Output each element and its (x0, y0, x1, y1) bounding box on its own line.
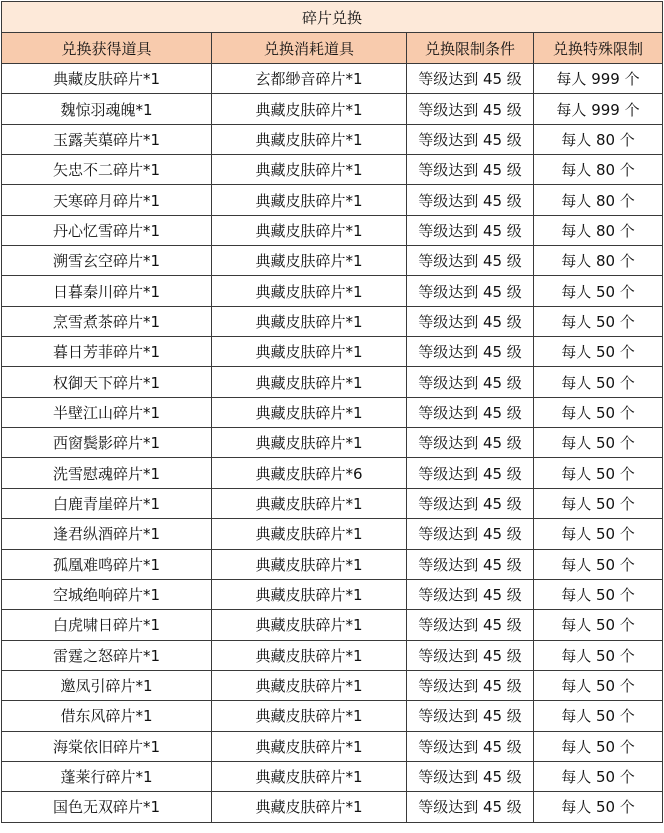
table-row (2, 94, 663, 124)
cell-obtained-item: 逢君纵酒碎片*1 (2, 519, 212, 549)
cell-obtained-item: 半壁江山碎片*1 (2, 397, 212, 427)
table-row (2, 64, 663, 94)
cell-obtained-item: 日暮秦川碎片*1 (2, 276, 212, 306)
cell-special-limit: 每人 50 个 (534, 428, 663, 458)
table-row (2, 246, 663, 276)
cell-obtained-item: 暮日芳菲碎片*1 (2, 337, 212, 367)
cell-limit-condition: 等级达到 45 级 (407, 155, 534, 185)
cell-consumed-item: 典藏皮肤碎片*1 (212, 701, 407, 731)
table-header-row (2, 33, 663, 64)
cell-limit-condition: 等级达到 45 级 (407, 246, 534, 276)
table-row (2, 185, 663, 215)
cell-obtained-item: 天寒碎月碎片*1 (2, 185, 212, 215)
cell-special-limit: 每人 50 个 (534, 701, 663, 731)
cell-limit-condition: 等级达到 45 级 (407, 94, 534, 124)
cell-special-limit: 每人 50 个 (534, 488, 663, 518)
cell-consumed-item: 典藏皮肤碎片*1 (212, 670, 407, 700)
cell-obtained-item: 洗雪慰魂碎片*1 (2, 458, 212, 488)
cell-consumed-item: 典藏皮肤碎片*1 (212, 761, 407, 791)
table-row (2, 367, 663, 397)
cell-consumed-item: 典藏皮肤碎片*1 (212, 397, 407, 427)
cell-limit-condition: 等级达到 45 级 (407, 185, 534, 215)
cell-limit-condition: 等级达到 45 级 (407, 124, 534, 154)
table-row (2, 701, 663, 731)
cell-consumed-item: 典藏皮肤碎片*1 (212, 246, 407, 276)
cell-limit-condition: 等级达到 45 级 (407, 731, 534, 761)
cell-consumed-item: 典藏皮肤碎片*1 (212, 367, 407, 397)
cell-special-limit: 每人 50 个 (534, 276, 663, 306)
cell-limit-condition: 等级达到 45 级 (407, 488, 534, 518)
table-row (2, 549, 663, 579)
table-row (2, 306, 663, 336)
cell-special-limit: 每人 50 个 (534, 306, 663, 336)
fragment-exchange-table (1, 1, 663, 823)
table-row (2, 519, 663, 549)
cell-consumed-item: 典藏皮肤碎片*1 (212, 640, 407, 670)
table-row (2, 428, 663, 458)
cell-consumed-item: 典藏皮肤碎片*1 (212, 124, 407, 154)
cell-obtained-item: 权御天下碎片*1 (2, 367, 212, 397)
cell-limit-condition: 等级达到 45 级 (407, 428, 534, 458)
cell-obtained-item: 烹雪煮茶碎片*1 (2, 306, 212, 336)
cell-limit-condition: 等级达到 45 级 (407, 458, 534, 488)
table-row (2, 458, 663, 488)
cell-limit-condition: 等级达到 45 级 (407, 761, 534, 791)
table-row (2, 731, 663, 761)
cell-consumed-item: 典藏皮肤碎片*1 (212, 731, 407, 761)
cell-consumed-item: 典藏皮肤碎片*1 (212, 155, 407, 185)
cell-obtained-item: 邀凤引碎片*1 (2, 670, 212, 700)
cell-limit-condition: 等级达到 45 级 (407, 306, 534, 336)
cell-obtained-item: 白鹿青崖碎片*1 (2, 488, 212, 518)
cell-consumed-item: 典藏皮肤碎片*1 (212, 610, 407, 640)
cell-limit-condition: 等级达到 45 级 (407, 701, 534, 731)
cell-special-limit: 每人 50 个 (534, 519, 663, 549)
cell-consumed-item: 玄都缈音碎片*1 (212, 64, 407, 94)
cell-obtained-item: 孤凰难鸣碎片*1 (2, 549, 212, 579)
header-consumed-item: 兑换消耗道具 (212, 33, 407, 64)
table-row (2, 215, 663, 245)
cell-obtained-item: 魏惊羽魂魄*1 (2, 94, 212, 124)
header-obtained-item: 兑换获得道具 (2, 33, 212, 64)
cell-consumed-item: 典藏皮肤碎片*1 (212, 519, 407, 549)
cell-special-limit: 每人 50 个 (534, 670, 663, 700)
cell-consumed-item: 典藏皮肤碎片*6 (212, 458, 407, 488)
table-row (2, 276, 663, 306)
cell-limit-condition: 等级达到 45 级 (407, 610, 534, 640)
cell-limit-condition: 等级达到 45 级 (407, 640, 534, 670)
cell-special-limit: 每人 50 个 (534, 610, 663, 640)
cell-special-limit: 每人 50 个 (534, 731, 663, 761)
cell-special-limit: 每人 999 个 (534, 94, 663, 124)
cell-special-limit: 每人 50 个 (534, 640, 663, 670)
cell-special-limit: 每人 50 个 (534, 792, 663, 822)
cell-obtained-item: 蓬莱行碎片*1 (2, 761, 212, 791)
table-body (2, 64, 663, 823)
table-title-row (2, 2, 663, 33)
cell-limit-condition: 等级达到 45 级 (407, 276, 534, 306)
cell-limit-condition: 等级达到 45 级 (407, 215, 534, 245)
table-row (2, 124, 663, 154)
header-special-limit: 兑换特殊限制 (534, 33, 663, 64)
cell-obtained-item: 玉露芙蕖碎片*1 (2, 124, 212, 154)
table-row (2, 337, 663, 367)
cell-consumed-item: 典藏皮肤碎片*1 (212, 94, 407, 124)
cell-obtained-item: 西窗鬓影碎片*1 (2, 428, 212, 458)
cell-obtained-item: 溯雪玄空碎片*1 (2, 246, 212, 276)
cell-special-limit: 每人 999 个 (534, 64, 663, 94)
cell-consumed-item: 典藏皮肤碎片*1 (212, 337, 407, 367)
table-row (2, 670, 663, 700)
cell-consumed-item: 典藏皮肤碎片*1 (212, 549, 407, 579)
cell-obtained-item: 典藏皮肤碎片*1 (2, 64, 212, 94)
table-row (2, 610, 663, 640)
cell-obtained-item: 矢忠不二碎片*1 (2, 155, 212, 185)
cell-special-limit: 每人 80 个 (534, 155, 663, 185)
cell-consumed-item: 典藏皮肤碎片*1 (212, 215, 407, 245)
cell-obtained-item: 国色无双碎片*1 (2, 792, 212, 822)
cell-consumed-item: 典藏皮肤碎片*1 (212, 276, 407, 306)
cell-special-limit: 每人 50 个 (534, 397, 663, 427)
cell-consumed-item: 典藏皮肤碎片*1 (212, 792, 407, 822)
table-row (2, 397, 663, 427)
table-row (2, 155, 663, 185)
cell-obtained-item: 借东风碎片*1 (2, 701, 212, 731)
cell-obtained-item: 丹心忆雪碎片*1 (2, 215, 212, 245)
cell-consumed-item: 典藏皮肤碎片*1 (212, 488, 407, 518)
table-row (2, 761, 663, 791)
cell-obtained-item: 海棠依旧碎片*1 (2, 731, 212, 761)
cell-consumed-item: 典藏皮肤碎片*1 (212, 185, 407, 215)
cell-special-limit: 每人 50 个 (534, 761, 663, 791)
cell-obtained-item: 空城绝响碎片*1 (2, 579, 212, 609)
cell-consumed-item: 典藏皮肤碎片*1 (212, 306, 407, 336)
cell-special-limit: 每人 80 个 (534, 215, 663, 245)
table-row (2, 792, 663, 822)
cell-special-limit: 每人 50 个 (534, 549, 663, 579)
cell-special-limit: 每人 50 个 (534, 337, 663, 367)
cell-obtained-item: 雷霆之怒碎片*1 (2, 640, 212, 670)
cell-special-limit: 每人 80 个 (534, 185, 663, 215)
cell-limit-condition: 等级达到 45 级 (407, 549, 534, 579)
cell-special-limit: 每人 50 个 (534, 579, 663, 609)
cell-limit-condition: 等级达到 45 级 (407, 397, 534, 427)
cell-special-limit: 每人 50 个 (534, 367, 663, 397)
cell-obtained-item: 白虎啸日碎片*1 (2, 610, 212, 640)
cell-limit-condition: 等级达到 45 级 (407, 792, 534, 822)
cell-consumed-item: 典藏皮肤碎片*1 (212, 579, 407, 609)
cell-limit-condition: 等级达到 45 级 (407, 579, 534, 609)
cell-consumed-item: 典藏皮肤碎片*1 (212, 428, 407, 458)
cell-special-limit: 每人 80 个 (534, 124, 663, 154)
table-row (2, 640, 663, 670)
cell-limit-condition: 等级达到 45 级 (407, 337, 534, 367)
cell-limit-condition: 等级达到 45 级 (407, 367, 534, 397)
cell-limit-condition: 等级达到 45 级 (407, 670, 534, 700)
cell-limit-condition: 等级达到 45 级 (407, 64, 534, 94)
table-row (2, 579, 663, 609)
cell-special-limit: 每人 80 个 (534, 246, 663, 276)
table-title: 碎片兑换 (2, 2, 663, 33)
cell-limit-condition: 等级达到 45 级 (407, 519, 534, 549)
table-row (2, 488, 663, 518)
header-limit-condition: 兑换限制条件 (407, 33, 534, 64)
cell-special-limit: 每人 50 个 (534, 458, 663, 488)
